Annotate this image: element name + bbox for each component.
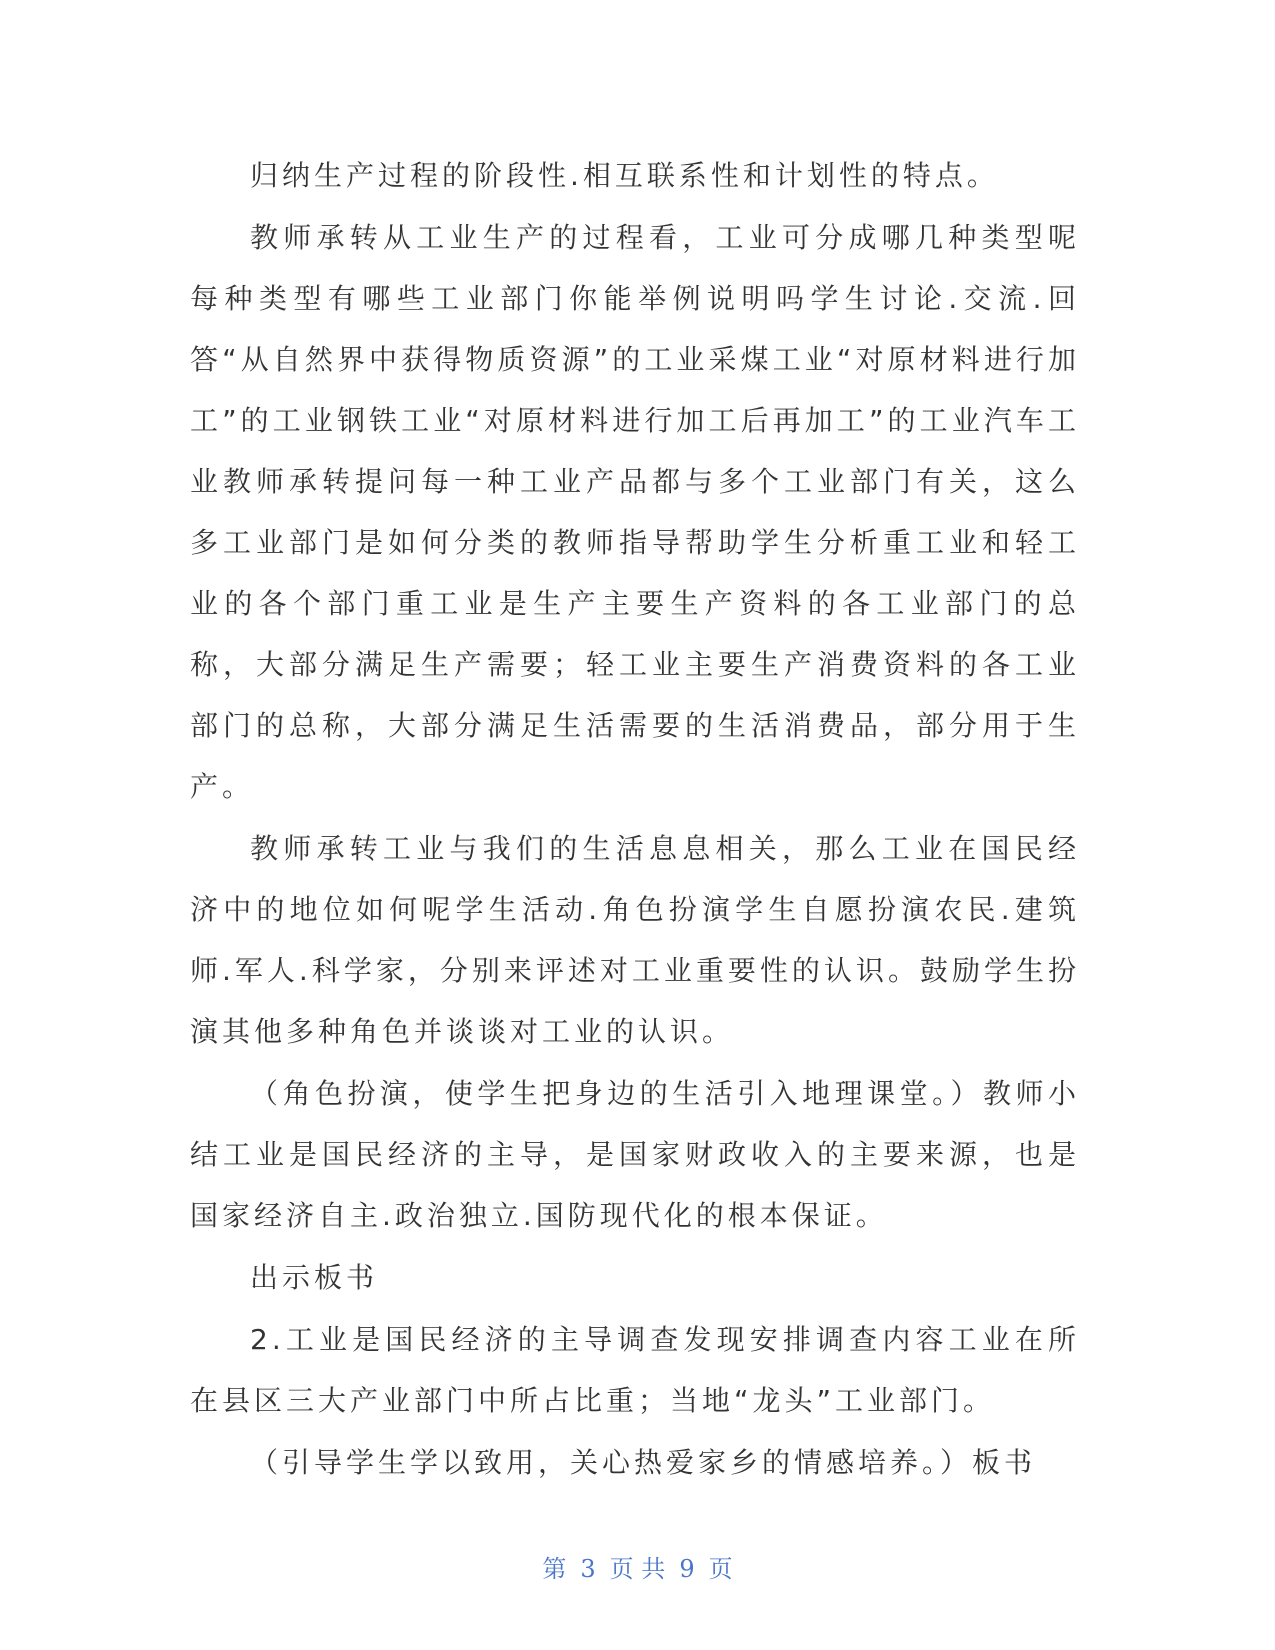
footer-page-number: 3 xyxy=(580,1555,596,1583)
paragraph-5: 出示板书 xyxy=(250,1261,379,1294)
footer-suffix: 页 xyxy=(708,1555,733,1583)
paragraph-2: 教师承转从工业生产的过程看，工业可分成哪几种类型呢每种类型有哪些工业部门你能举例说明吗学生讨论.交流.回答“从自然界中获得物质资源”的工业采煤工业“对原材料进行加工”的工业钢铁工业“对原材料进行加工后再加工”的工业汽车工业教师承转提问每一种工业产品都与多个工业部门有关，这么多工业部门是如何分类的教师指导帮助学生分析重工业和轻工业的各个部门重工业是生产主要生产资料的各工业部门的总称，大部分满足生产需要；轻工业主要生产消费资料的各工业部门的总称，大部分满足生活需要的生活消费品，部分用于生产。 xyxy=(190,221,1080,803)
footer-prefix: 第 xyxy=(542,1555,567,1583)
paragraph-1: 归纳生产过程的阶段性.相互联系性和计划性的特点。 xyxy=(250,159,999,192)
paragraph-3: 教师承转工业与我们的生活息息相关，那么工业在国民经济中的地位如何呢学生活动.角色扮演学生自愿扮演农民.建筑师.军人.科学家，分别来评述对工业重要性的认识。鼓励学生扮演其他多种角色并谈谈对工业的认识。 xyxy=(190,832,1080,1048)
paragraph-6: 2.工业是国民经济的主导调查发现安排调查内容工业在所在县区三大产业部门中所占比重；当地“龙头”工业部门。 xyxy=(190,1323,1080,1417)
paragraph-4: （角色扮演，使学生把身边的生活引入地理课堂。）教师小结工业是国民经济的主导，是国家财政收入的主要来源，也是国家经济自主.政治独立.国防现代化的根本保证。 xyxy=(190,1077,1080,1232)
document-body xyxy=(190,145,1080,1493)
paragraph-7: （引导学生学以致用，关心热爱家乡的情感培养。）板书 xyxy=(250,1446,1037,1479)
footer-total-pages: 9 xyxy=(679,1555,695,1583)
page-footer xyxy=(0,1549,1275,1584)
footer-middle: 页 共 xyxy=(609,1555,666,1583)
